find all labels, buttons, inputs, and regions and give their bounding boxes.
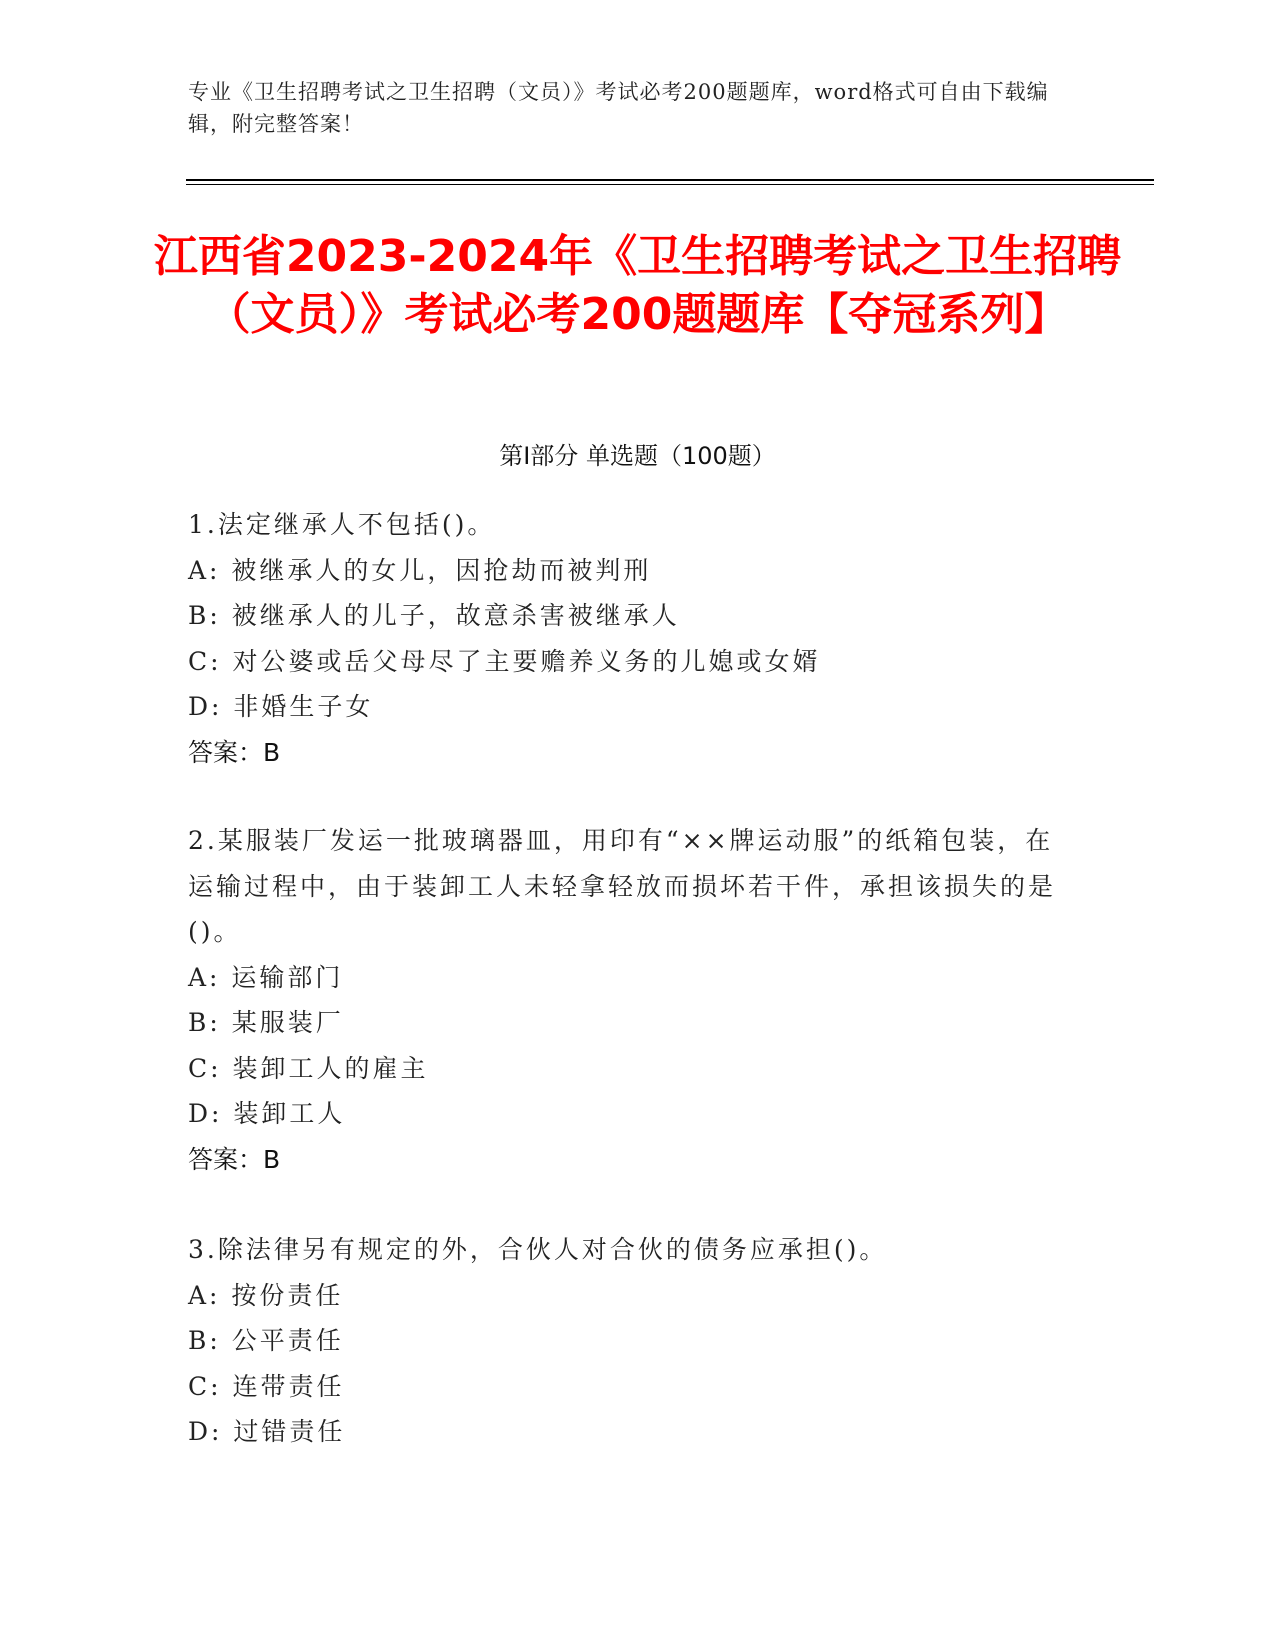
option-d: D: 非婚生子女 bbox=[188, 692, 374, 721]
question-stem: 3.除法律另有规定的外，合伙人对合伙的债务应承担()。 bbox=[188, 1235, 888, 1264]
option-a: A: 按份责任 bbox=[188, 1280, 344, 1310]
option-b: B: 某服装厂 bbox=[188, 1008, 344, 1037]
question-2 bbox=[188, 818, 1068, 1182]
answer: 答案：B bbox=[188, 1144, 281, 1174]
option-a: A: 运输部门 bbox=[188, 962, 344, 992]
option-b: B: 被继承人的儿子，故意杀害被继承人 bbox=[188, 601, 680, 630]
header-divider-thin bbox=[186, 184, 1154, 185]
option-b: B: 公平责任 bbox=[188, 1326, 344, 1355]
question-3 bbox=[188, 1227, 1068, 1455]
option-d: D: 装卸工人 bbox=[188, 1099, 346, 1128]
answer: 答案：B bbox=[188, 737, 281, 767]
option-c: C: 连带责任 bbox=[188, 1371, 345, 1401]
question-stem: 1.法定继承人不包括()。 bbox=[188, 510, 496, 539]
header-note: 专业《卫生招聘考试之卫生招聘（文员）》考试必考200题题库，word格式可自由下载编辑，附完整答案！ bbox=[188, 80, 1049, 136]
header-divider-thick bbox=[186, 179, 1154, 181]
option-a: A: 被继承人的女儿，因抢劫而被判刑 bbox=[188, 555, 652, 585]
document-title: 江西省2023-2024年《卫生招聘考试之卫生招聘（文员）》考试必考200题题库【夺冠系列】 bbox=[153, 231, 1122, 340]
question-1 bbox=[188, 502, 1068, 775]
option-d: D: 过错责任 bbox=[188, 1417, 346, 1446]
question-stem: 2.某服装厂发运一批玻璃器皿，用印有“××牌运动服”的纸箱包装，在运输过程中，由于装卸工人未轻拿轻放而损坏若干件，承担该损失的是()。 bbox=[188, 826, 1057, 946]
option-c: C: 对公婆或岳父母尽了主要赡养义务的儿媳或女婿 bbox=[188, 646, 821, 676]
section-title: 第Ⅰ部分 单选题（100题） bbox=[499, 442, 776, 470]
option-c: C: 装卸工人的雇主 bbox=[188, 1053, 429, 1083]
